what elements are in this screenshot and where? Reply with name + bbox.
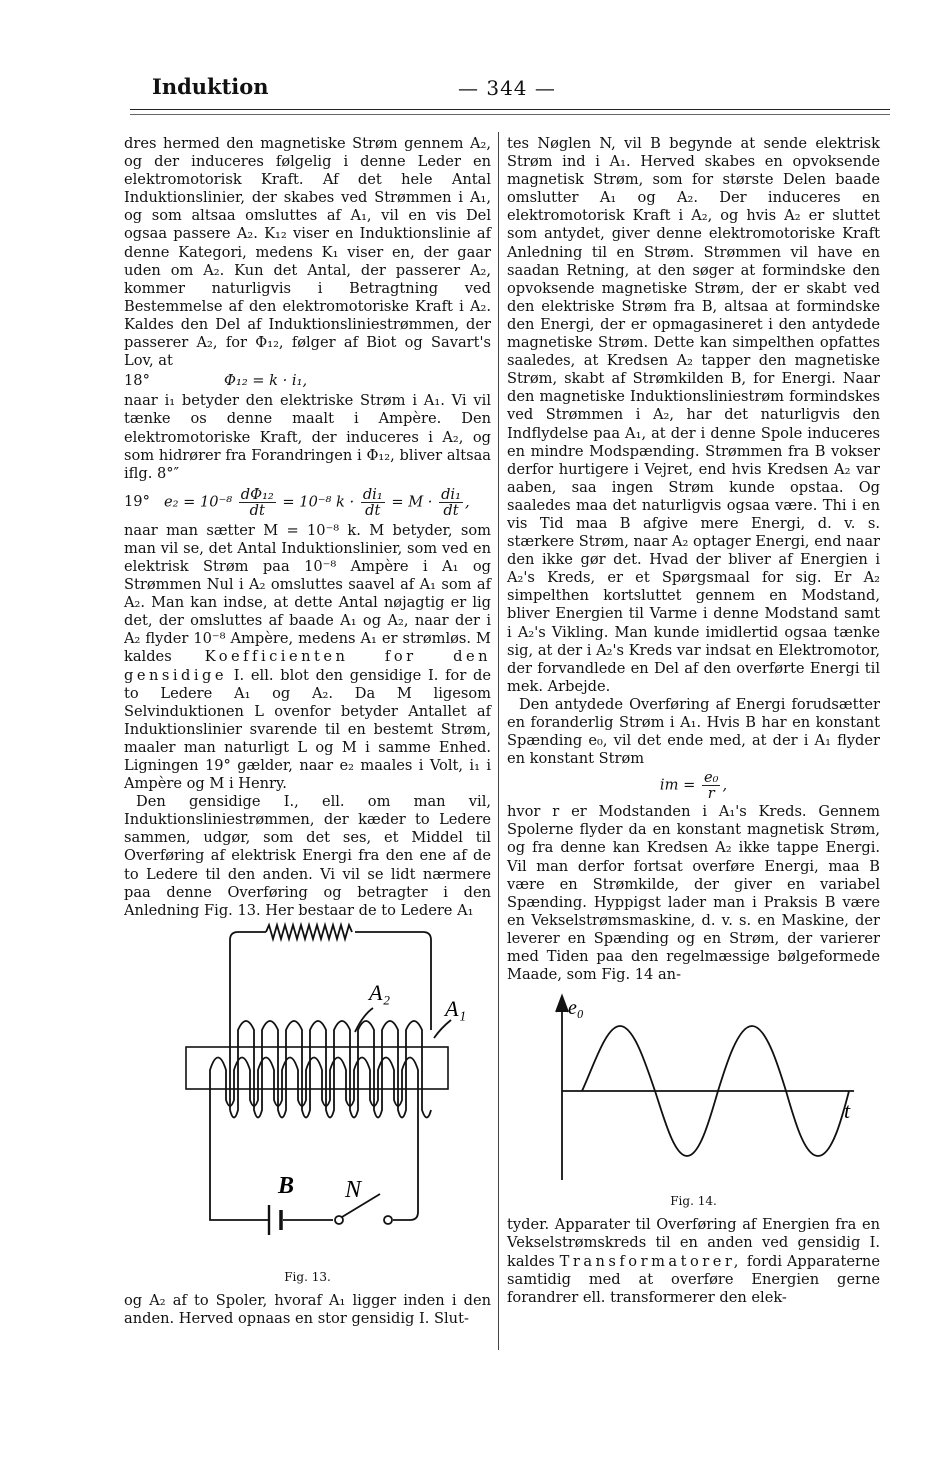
- page-number: — 344 —: [458, 76, 556, 100]
- running-head-title: Induktion: [152, 74, 269, 99]
- equation-body: Φ₁₂ = k · i₁,: [224, 372, 308, 390]
- a1-pointer: [434, 1020, 451, 1038]
- key-contact: [384, 1216, 392, 1224]
- text-run: I. ell. blot den gensidige I. for de to Ledere A₁ og A₂. Da M ligesom Selvinduktionen L ovenfor betyder Antallet af Induktionslinier svarende til en bestemt Strøm, maaler man naturligt L og M i samme Enhed. Ligningen 19° gælder, naar e₂ maales i Volt, i₁ i Ampère og M i Henry.: [124, 666, 492, 793]
- eq-part: = 10⁻⁸ k ·: [282, 493, 355, 511]
- eq-part: ,: [464, 493, 470, 511]
- equation-body: [164, 487, 470, 518]
- fraction: [439, 487, 463, 518]
- label-a1: A₁: [444, 995, 466, 1021]
- paragraph: naar i₁ betyder den elektriske Strøm i A₁. Vi vil tænke os denne maalt i Ampère. Den elektromotoriske Kraft, der induceres i A₂, og som hidrører fra Forandringen i Φ₁₂, bliver altsaa iflg. 8°″: [124, 392, 491, 482]
- figure-caption: Fig. 14.: [670, 1194, 717, 1209]
- equation-number: 19°: [124, 493, 150, 511]
- axis-label-t: t: [843, 1098, 850, 1124]
- equation-number: 18°: [124, 372, 150, 390]
- header-rule-thin: [130, 114, 890, 115]
- numerator: di₁: [362, 485, 383, 503]
- denominator: dt: [249, 501, 265, 519]
- column-divider: [498, 132, 499, 1350]
- label-a2: A₂: [368, 979, 390, 1005]
- numerator: di₁: [441, 485, 461, 503]
- paragraph: [124, 522, 491, 793]
- resistor-wire: [230, 932, 266, 985]
- paragraph: hvor r er Modstanden i A₁'s Kreds. Gennem Spolerne flyder da en konstant magnetisk Strøm, og fra denne kan Kredsen A₂ ikke tappe Energi. Vil man derfor fortsat overføre Energi, maa B være en Strømkilde, der giver en variabel Spænding. Hyppigst lader man i Praksis B være en Vekselstrømsmaskine, d. v. s. en Maskine, der leverer en Spænding og en Strøm, der varierer med Tiden paa den regelmæssige bølgeformede Maade, som Fig. 14 an-: [507, 803, 880, 984]
- equation-19: [124, 487, 491, 518]
- left-column: [124, 135, 491, 1328]
- paragraph: Den antydede Overføring af Energi forudsætter en foranderlig Strøm i A₁. Hvis B har en konstant Spænding e₀, vil det ende med, at der i A₁ flyder en konstant Strøm: [507, 695, 880, 768]
- fraction: [239, 487, 276, 518]
- paragraph: [507, 1216, 880, 1306]
- fraction: [361, 487, 385, 518]
- paragraph: Den gensidige I., ell. om man vil, Induktionsliniestrømmen, der kæder to Ledere sammen, udgør, som det ses, et Middel til Overføring af elektrisk Energi fra den ene af de to Ledere til den anden. Vi vil se lidt nærmere paa denne Overføring og betragter i den Anledning Fig. 13. Her bestaar de to Ledere A₁: [124, 793, 491, 919]
- fraction: [702, 770, 721, 801]
- paragraph: dres hermed den magnetiske Strøm gennem A₂, og der induceres følgelig i denne Leder en elektromotorisk Kraft. Af det hele Antal Induktionslinier, der skabes ved Strømmen i A₁, og som altsaa omsluttes af A₁, vil en vis Del ogsaa passere A₂. K₁₂ viser en Induktionslinie af denne Kategori, medens K₁ viser en, der gaar uden om A₂. Kun det Antal, der passerer A₂, kommer naturligvis i Betragtning ved Bestemmelse af den elektromotoriske Kraft i A₂. Kaldes den Del af Induktionsliniestrømmen, der passerer A₂, for Φ₁₂, følger af Biot og Savart's Lov, at: [124, 135, 491, 370]
- header-rule: [130, 109, 890, 110]
- numerator: e₀: [703, 769, 719, 787]
- spaced-term: Koefficienten for den gensidige: [124, 648, 491, 684]
- denominator: dt: [443, 501, 459, 519]
- numerator: dΦ₁₂: [240, 485, 274, 503]
- figure-caption: Fig. 13.: [284, 1269, 331, 1284]
- label-b: B: [277, 1172, 294, 1199]
- denominator: dt: [365, 501, 381, 519]
- key-contact: [335, 1216, 343, 1224]
- eq-part: e₂ = 10⁻⁸: [164, 493, 233, 511]
- axis-label-e0: e₀: [567, 997, 584, 1020]
- fig13-diagram: [148, 920, 468, 1265]
- paragraph: tes Nøglen N, vil B begynde at sende elektrisk Strøm ind i A₁. Herved skabes en opvoksende magnetisk Strøm, som for største Delen baade omslutter A₁ og A₂. Der induceres en elektromotorisk Kraft i A₂, og hvis A₂ er sluttet som antydet, giver denne elektromotoriske Kraft Anledning til en Strøm. Strømmen vil have en saadan Retning, at den søger at formindske den opvoksende magnetiske Strøm, der er skabt ved den elektriske Strøm fra B, altsaa at formindske den Energi, der er opmagasineret i den antydede magnetiske Strøm. Dette kan simpelthen opfattes saaledes, at Kredsen A₂ tapper den magnetiske Strøm, skabt af Strømkilden B, for Energi. Naar den magnetiske Induktionsliniestrøm formindskes ved Strømmen i A₂, har det naturligvis den Indflydelse paa A₁, at der i denne Spole induceres en mindre Modspænding. Strømmen fra B vokser derfor hurtigere i Vejret, end hvis Kredsen A₂ var aaben, saa ingen Strøm kunde opstaa. Og saaledes maa det naturligvis ogsaa være. Thi i en vis Tid maa B afgive mere Energi, d. v. s. stærkere Strøm, naar A₂ optager Energi, end naar den ikke gør det. Hvad der bliver af Energien i A₂'s Kreds, er et Spørgsmaal for sig. Er A₂ simpelthen kortsluttet gennem en Modstand, bliver Energien til Varme i denne Modstand samt i A₂'s Vikling. Man kunde imidlertid ogsaa tænke sig, at der i A₂'s Kreds var indsat en Elektromotor, der forvandlede en Del af den overførte Energi til mek. Arbejde.: [507, 135, 880, 695]
- resistor-zigzag: [266, 925, 352, 939]
- paragraph: og A₂ af to Spoler, hvoraf A₁ ligger inden i den anden. Herved opnaas en stor gensidig I. Slut-: [124, 1291, 491, 1328]
- y-axis-arrow: [556, 996, 568, 1012]
- text-run: naar man sætter M = 10⁻⁸ k. M betyder, som man vil se, det Antal Induktionslinier, som ved en elektrisk Strøm paa 10⁻⁸ Ampère i A₁ og Strømmen Nul i A₂ omsluttes saavel af A₁ som af A₂. Man kan indse, at dette Antal nøjagtig er lig det, der omsluttes af baade A₁ og A₂, naar der i A₂ flyder 10⁻⁸ Ampère, medens A₁ er strømløs. M kaldes: [124, 521, 491, 666]
- circuit-wire-bottom: [210, 1120, 418, 1220]
- equation-im: [507, 770, 880, 801]
- text-run: tyder. Apparater til Overføring af Energien fra en Vekselstrømskreds til en anden ved gensidig I. kaldes: [507, 1216, 880, 1270]
- spaced-term: Transformatorer,: [559, 1252, 742, 1270]
- text-run: fordi Apparaterne samtidig med at overføre Energien gerne forandrer ell. transformerer den elek-: [507, 1252, 881, 1306]
- eq-part: ,: [722, 776, 728, 794]
- fig14-sine-wave: [524, 990, 864, 1190]
- a2-pointer: [355, 1008, 373, 1032]
- equation-18: [124, 372, 491, 390]
- eq-part: = M ·: [391, 493, 433, 511]
- denominator: r: [707, 785, 715, 803]
- right-column: [507, 135, 880, 1307]
- label-n: N: [344, 1176, 361, 1203]
- eq-part: im =: [659, 776, 696, 794]
